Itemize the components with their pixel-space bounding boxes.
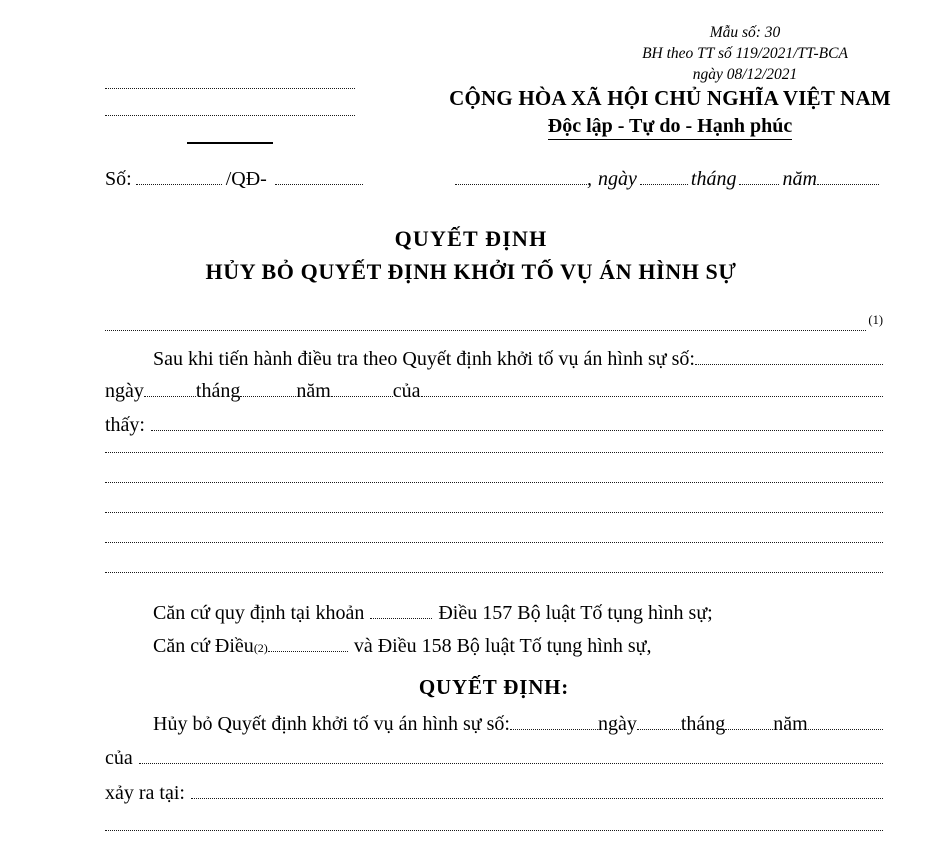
national-motto: Độc lập - Tự do - Hạnh phúc (548, 115, 792, 140)
investigation-intro-row (105, 348, 883, 380)
revoked-month-input[interactable] (725, 729, 773, 730)
document-title-block (0, 226, 942, 285)
finding-input[interactable] (151, 430, 883, 431)
finding-blank-line-1[interactable] (105, 452, 883, 453)
revoked-month-label: tháng (680, 713, 726, 735)
revoked-issuer-label: của (105, 747, 133, 769)
footnote-marker-1: (1) (868, 313, 883, 327)
original-issuer-label: của (392, 380, 421, 402)
legal-basis-2-prefix: Căn cứ Điều (153, 635, 254, 657)
day-input[interactable] (640, 184, 688, 185)
crime-location-label: xảy ra tại: (105, 782, 185, 804)
original-day-label: ngày (105, 380, 144, 402)
crime-location-blank-line[interactable] (105, 830, 883, 831)
national-heading-block (420, 86, 920, 140)
finding-blank-line-2[interactable] (105, 482, 883, 483)
country-name: CỘNG HÒA XÃ HỘI CHỦ NGHĨA VIỆT NAM (449, 86, 891, 110)
form-number: Mẫu số: 30 (709, 24, 781, 41)
revoked-day-input[interactable] (637, 729, 681, 730)
original-decision-number-input[interactable] (695, 364, 883, 365)
investigation-intro-text: Sau khi tiến hành điều tra theo Quyết định khởi tố vụ án hình sự số: (153, 348, 695, 370)
year-input[interactable] (817, 184, 879, 185)
revoked-day-label: ngày (597, 713, 637, 735)
legal-basis-2-article-input[interactable] (268, 651, 348, 652)
place-date-line (455, 168, 883, 191)
revoked-decision-number-input[interactable] (510, 729, 598, 730)
legal-basis-1-suffix: Điều 157 Bộ luật Tố tụng hình sự; (438, 602, 713, 624)
legal-basis-row-1 (105, 602, 883, 635)
document-title-line-1: QUYẾT ĐỊNH (394, 226, 548, 251)
organization-line-1[interactable] (105, 88, 355, 89)
crime-location-row (105, 782, 883, 817)
document-number-line (105, 168, 363, 191)
revocation-row (105, 713, 883, 747)
legal-basis-1-clause-input[interactable] (370, 618, 432, 619)
finding-label: thấy: (105, 414, 145, 436)
legal-basis-1-prefix: Căn cứ quy định tại khoản (153, 602, 365, 624)
original-day-input[interactable] (144, 396, 196, 397)
finding-blank-line-5[interactable] (105, 572, 883, 573)
original-year-label: năm (296, 380, 331, 402)
finding-blank-line-4[interactable] (105, 542, 883, 543)
document-unit-code-input[interactable] (275, 184, 363, 185)
month-label: tháng (690, 168, 737, 190)
revocation-prefix: Hủy bỏ Quyết định khởi tố vụ án hình sự số: (153, 713, 510, 735)
form-issue-date: ngày 08/12/2021 (692, 66, 798, 83)
document-number-separator: /QĐ- (225, 168, 267, 190)
month-input[interactable] (739, 184, 779, 185)
form-circular-reference: BH theo TT số 119/2021/TT-BCA (642, 45, 848, 62)
finding-blank-lines (105, 452, 883, 573)
document-body (105, 313, 883, 831)
decision-heading: QUYẾT ĐỊNH: (418, 675, 570, 699)
original-issuer-input[interactable] (421, 396, 883, 397)
document-title-line-2: HỦY BỎ QUYẾT ĐỊNH KHỞI TỐ VỤ ÁN HÌNH SỰ (205, 259, 737, 284)
finding-row (105, 414, 883, 448)
date-comma: , (587, 168, 592, 190)
place-input[interactable] (455, 184, 587, 185)
year-label: năm (782, 168, 817, 190)
legal-basis-2-suffix: và Điều 158 Bộ luật Tố tụng hình sự, (353, 635, 652, 657)
issuing-organization-block (105, 88, 355, 144)
revoked-year-input[interactable] (808, 729, 883, 730)
revoked-issuer-row (105, 747, 883, 782)
day-label: ngày (598, 168, 637, 190)
legal-basis-row-2: Căn cứ Điều (2) và Điều 158 Bộ luật Tố tụng hình sự, (153, 635, 652, 657)
authority-name-row (105, 313, 883, 348)
document-number-label: Số: (105, 168, 132, 190)
original-year-input[interactable] (331, 396, 393, 397)
revoked-year-label: năm (773, 713, 808, 735)
original-month-label: tháng (195, 380, 241, 402)
document-number-input[interactable] (136, 184, 222, 185)
authority-name-input[interactable] (105, 330, 866, 331)
organization-divider-rule (187, 142, 273, 144)
original-decision-date-row (105, 380, 883, 414)
revoked-issuer-input[interactable] (139, 763, 883, 764)
finding-blank-line-3[interactable] (105, 512, 883, 513)
organization-line-2[interactable] (105, 115, 355, 116)
form-meta-block (560, 22, 930, 85)
crime-location-input[interactable] (191, 798, 883, 799)
original-month-input[interactable] (240, 396, 296, 397)
